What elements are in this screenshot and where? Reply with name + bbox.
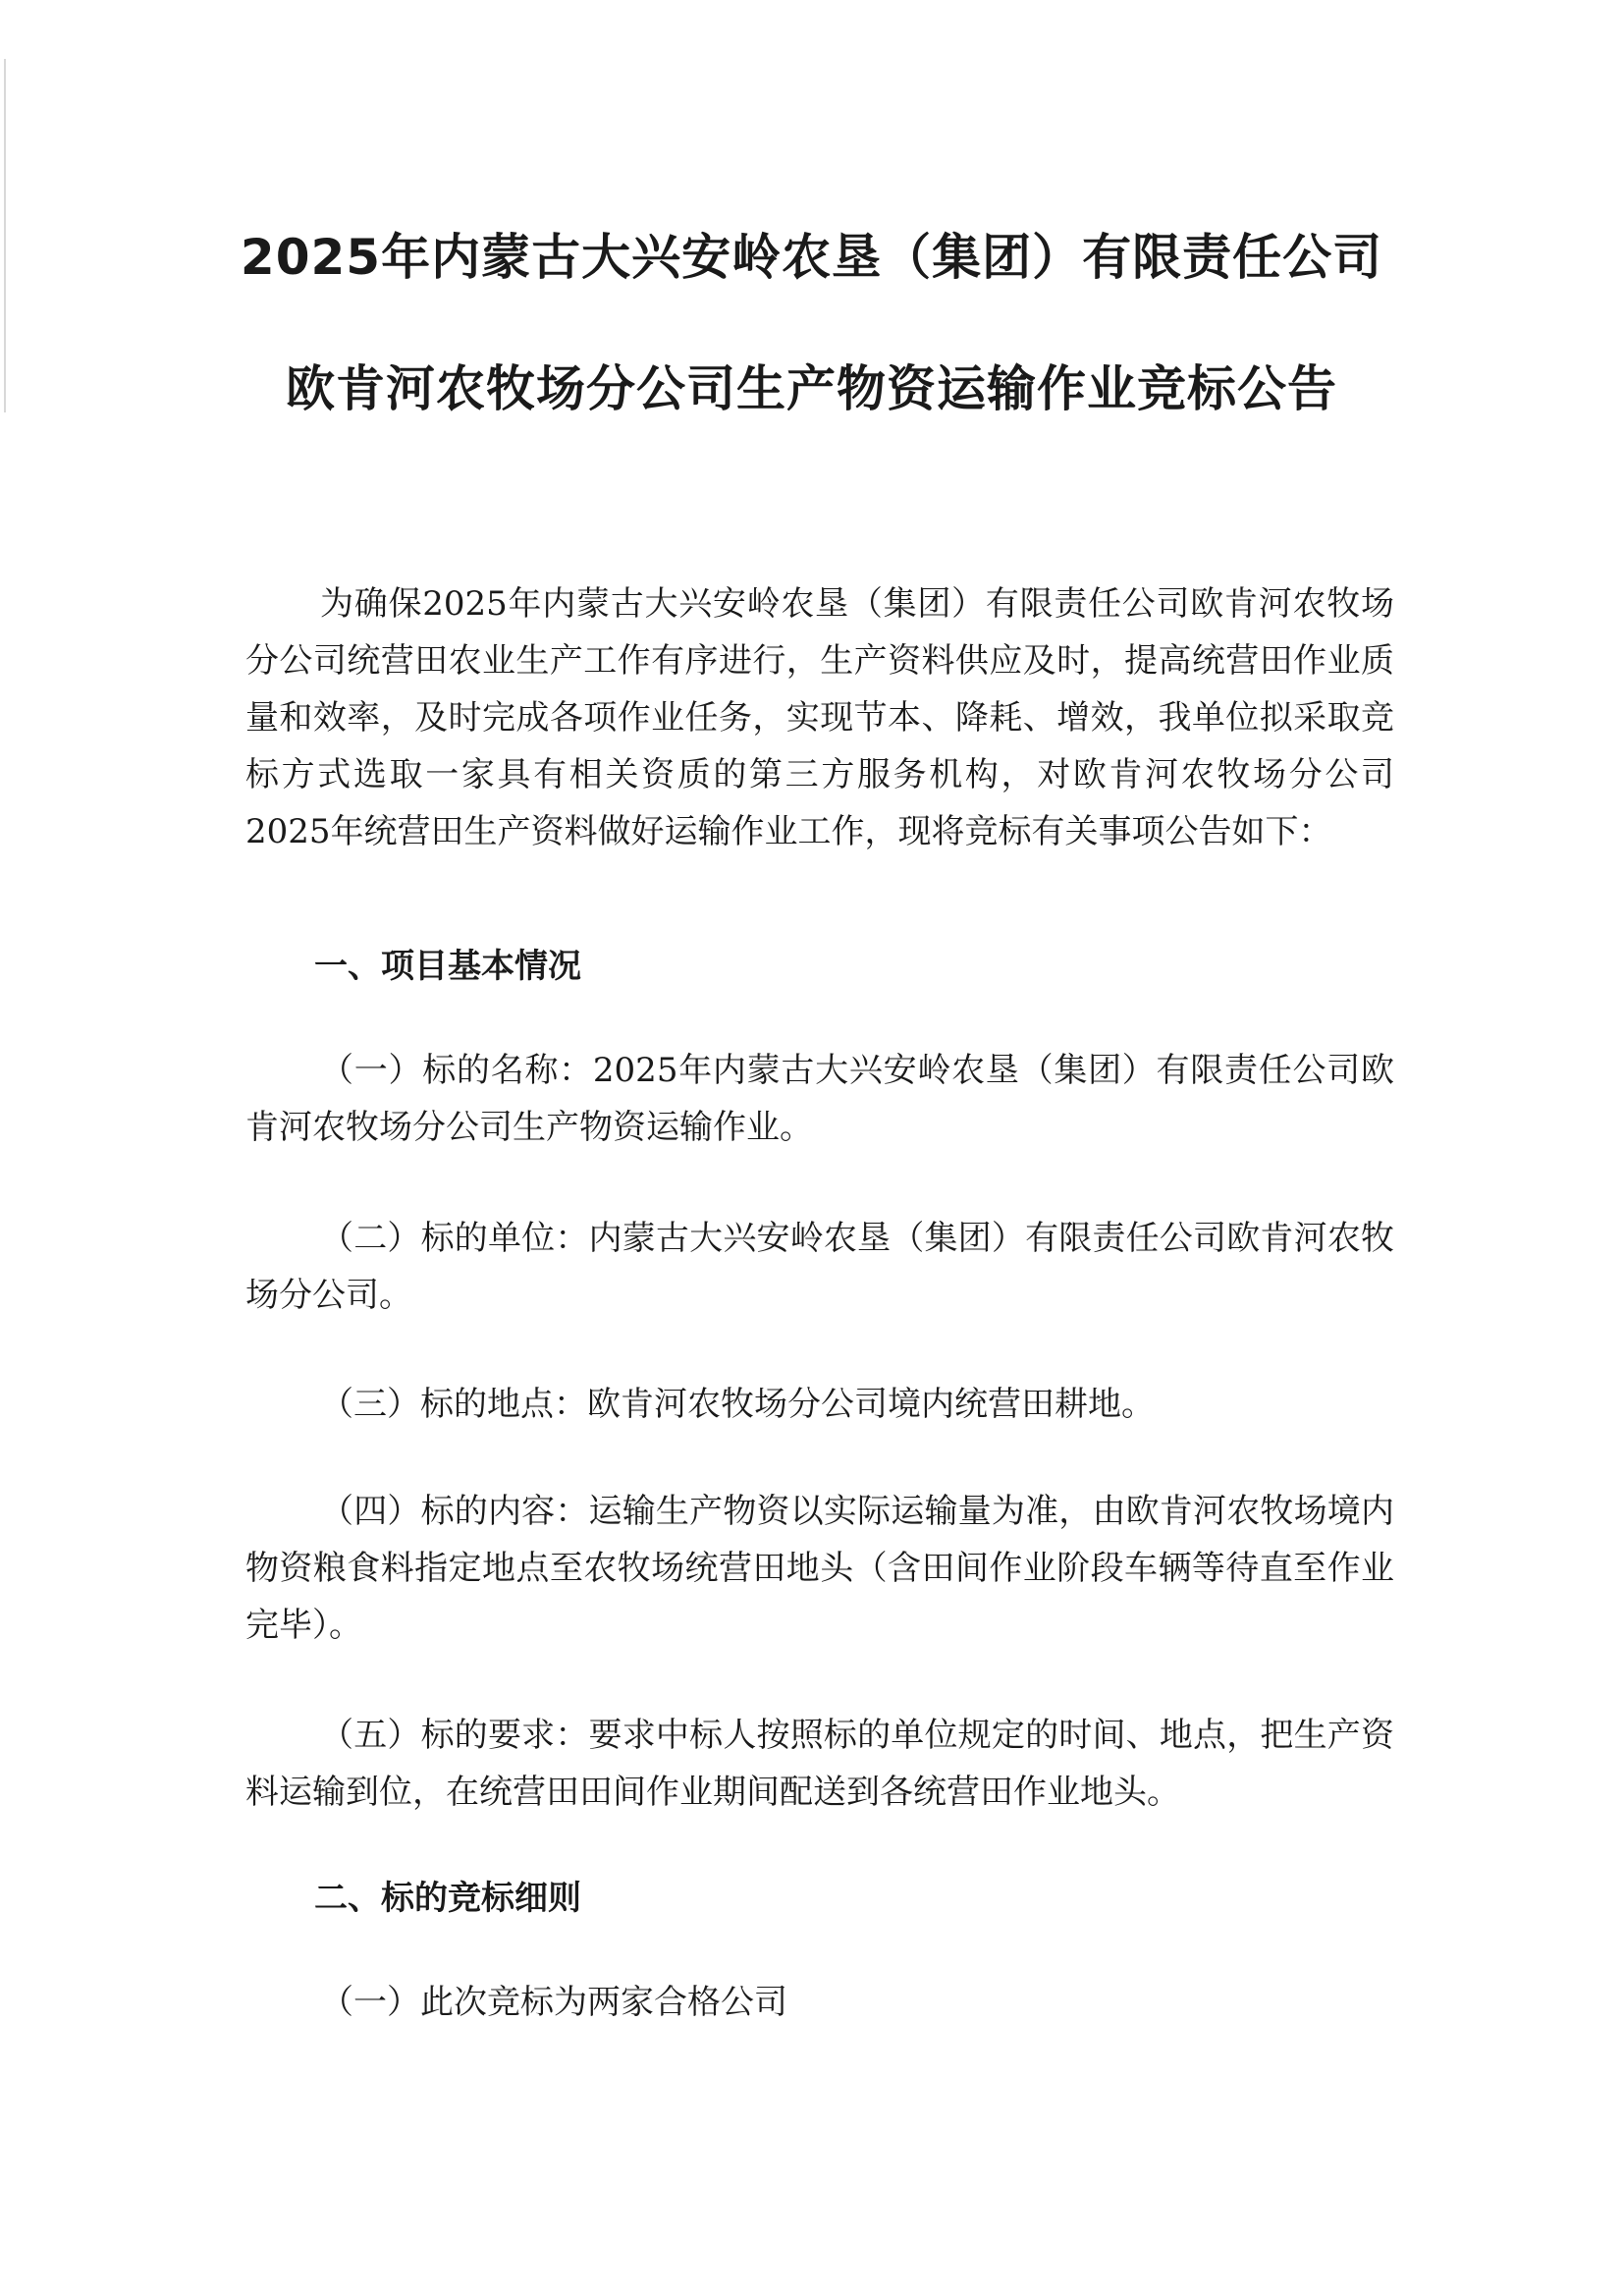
item-subject-unit: （二）标的单位：内蒙古大兴安岭农垦（集团）有限责任公司欧肯河农牧场分公司。 <box>245 1219 1394 1315</box>
scan-edge-mark <box>4 59 6 412</box>
item-subject-requirements: （五）标的要求：要求中标人按照标的单位规定的时间、地点，把生产资料运输到位，在统营田田间作业期间配送到各统营田作业地头。 <box>245 1716 1394 1812</box>
section-1-heading: 一、项目基本情况 <box>314 947 581 986</box>
section-2-heading: 二、标的竞标细则 <box>314 1879 581 1918</box>
item-subject-name: （一）标的名称：2025年内蒙古大兴安岭农垦（集团）有限责任公司欧肯河农牧场分公司生产物资运输作业。 <box>245 1051 1394 1147</box>
item-bidding-rule-1: （一）此次竞标为两家合格公司 <box>320 1983 787 2022</box>
item-subject-content: （四）标的内容：运输生产物资以实际运输量为准，由欧肯河农牧场境内物资粮食料指定地点至农牧场统营田地头（含田间作业阶段车辆等待直至作业完毕）。 <box>245 1492 1394 1645</box>
document-title-line-2: 欧肯河农牧场分公司生产物资运输作业竞标公告 <box>286 360 1337 417</box>
document-title-line-1: 2025年内蒙古大兴安岭农垦（集团）有限责任公司 <box>240 229 1383 286</box>
item-subject-location: （三）标的地点：欧肯河农牧场分公司境内统营田耕地。 <box>320 1385 1155 1424</box>
intro-paragraph: 为确保2025年内蒙古大兴安岭农垦（集团）有限责任公司欧肯河农牧场分公司统营田农业生产工作有序进行，生产资料供应及时，提高统营田作业质量和效率，及时完成各项作业任务，实现节本、降耗、增效，我单位拟采取竞标方式选取一家具有相关资质的第三方服务机构，对欧肯河农牧场分公司2025年统营田生产资料做好运输作业工作，现将竞标有关事项公告如下： <box>245 584 1394 851</box>
